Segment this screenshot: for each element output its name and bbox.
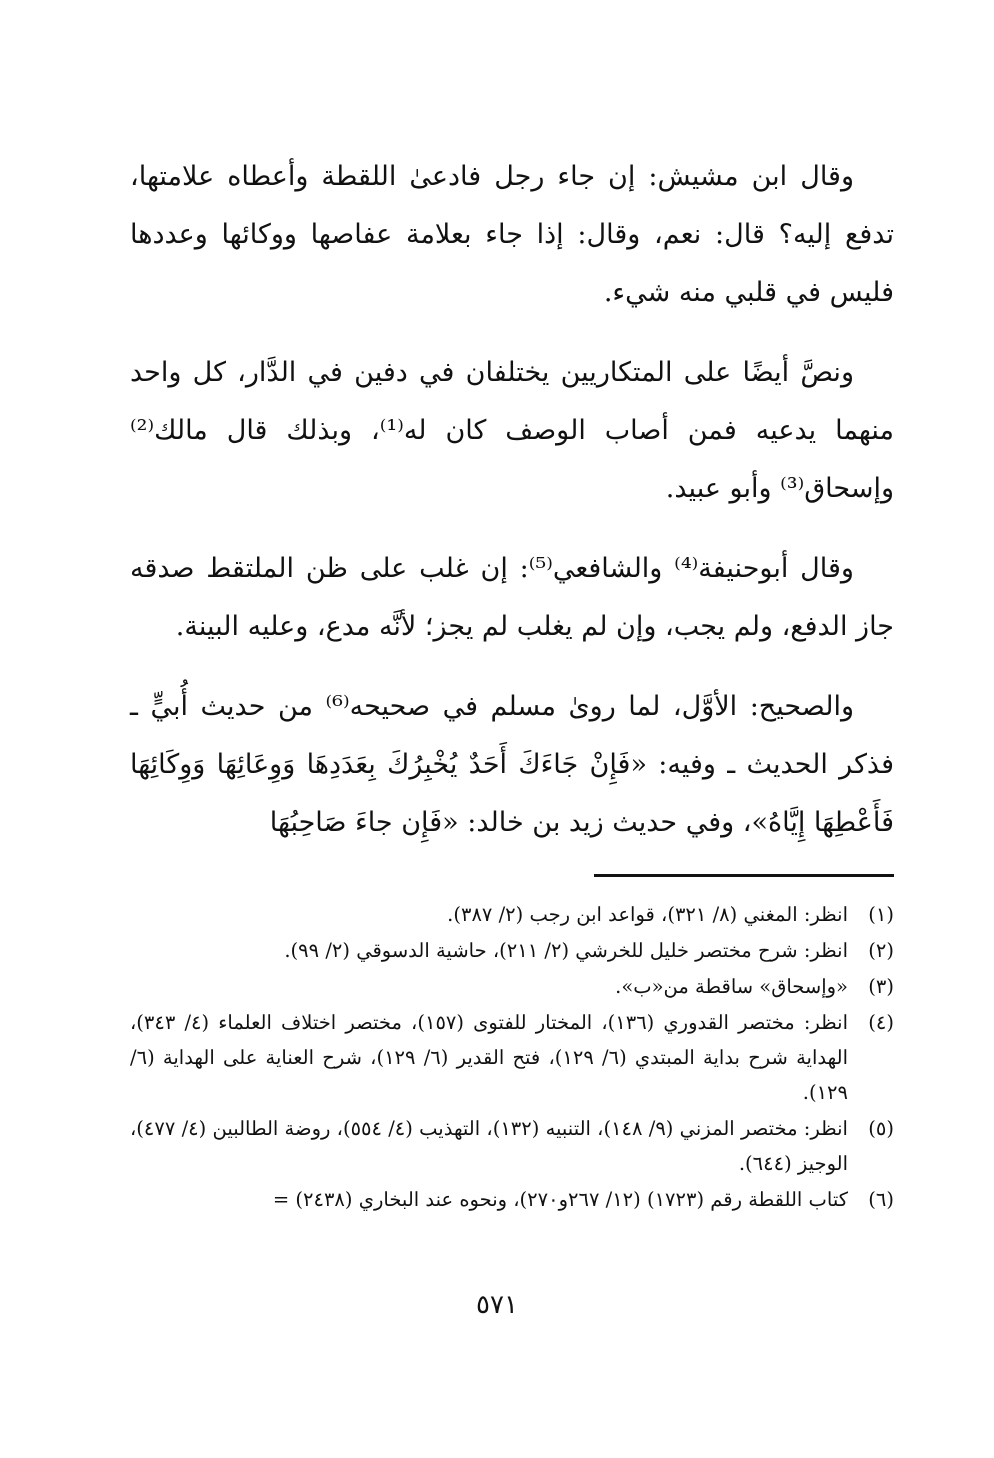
- footnote-item: [130, 1005, 894, 1110]
- footnote-text: «وإسحاق» ساقطة من«ب».: [615, 975, 848, 998]
- footnote-item: [130, 1111, 894, 1181]
- footnote-number: (٥): [868, 1117, 894, 1140]
- footnote-number: (١): [868, 903, 894, 926]
- footnote-item: [130, 1182, 894, 1217]
- paragraph: والصحيح: الأوَّل، لما روىٰ مسلم في صحيحه⁽⁶⁾ من حديث أُبيٍّ ـ فذكر الحديث ـ وفيه: «فَإِنْ جَاءَكَ أَحَدٌ يُخْبِرُكَ بِعَدَدِهَا وَوِعَائِهَا وَوِكَائِهَا فَأَعْطِهَا إِيَّاهُ»، وفي حديث زيد بن خالد: «فَإِن جاءَ صَاحِبُهَا: [130, 691, 894, 838]
- footnote-number: (٢): [868, 939, 894, 962]
- footnote-number: (٦): [868, 1188, 894, 1211]
- footnote-divider: [594, 874, 894, 877]
- paragraph: ونصَّ أيضًا على المتكاريين يختلفان في دفين في الدَّار، كل واحد منهما يدعيه فمن أصاب الوصف كان له⁽¹⁾، وبذلك قال مالك⁽²⁾ وإسحاق⁽³⁾ وأبو عبيد.: [130, 357, 894, 504]
- paragraph: وقال ابن مشيش: إن جاء رجل فادعىٰ اللقطة وأعطاه علامتها، تدفع إليه؟ قال: نعم، وقال: إذا جاء بعلامة عفاصها ووكائها وعددها فليس في قلبي منه شيء.: [130, 161, 894, 308]
- footnotes-list: [130, 897, 894, 1217]
- footnote-number: (٣): [868, 975, 894, 998]
- footnote-item: [130, 897, 894, 932]
- footnote-text: انظر: مختصر القدوري (١٣٦)، المختار للفتوى (١٥٧)، مختصر اختلاف العلماء (٤/ ٣٤٣)، الهداية شرح بداية المبتدي (٦/ ١٢٩)، فتح القدير (٦/ ١٢٩)، شرح العناية على الهداية (٦/ ١٢٩).: [130, 1011, 848, 1104]
- page-number: ٥٧١: [476, 1290, 518, 1320]
- footnote-text: كتاب اللقطة رقم (١٧٢٣) (١٢/ ٢٦٧و٢٧٠)، ونحوه عند البخاري (٢٤٣٨) =: [272, 1188, 848, 1211]
- footnote-text: انظر: المغني (٨/ ٣٢١)، قواعد ابن رجب (٢/ ٣٨٧).: [447, 903, 848, 926]
- paragraph: وقال أبوحنيفة⁽⁴⁾ والشافعي⁽⁵⁾: إن غلب على ظن الملتقط صدقه جاز الدفع، ولم يجب، وإن لم يغلب لم يجز؛ لأنَّه مدع، وعليه البينة.: [130, 553, 894, 642]
- footnote-number: (٤): [868, 1011, 894, 1034]
- footnote-text: انظر: مختصر المزني (٩/ ١٤٨)، التنبيه (١٣٢)، التهذيب (٤/ ٥٥٤)، روضة الطالبين (٤/ ٤٧٧)، الوجيز (٦٤٤).: [130, 1117, 848, 1175]
- footnote-item: [130, 969, 894, 1004]
- footnote-item: [130, 933, 894, 968]
- footnote-text: انظر: شرح مختصر خليل للخرشي (٢/ ٢١١)، حاشية الدسوقي (٢/ ٩٩).: [284, 939, 848, 962]
- page-content: [130, 148, 894, 1218]
